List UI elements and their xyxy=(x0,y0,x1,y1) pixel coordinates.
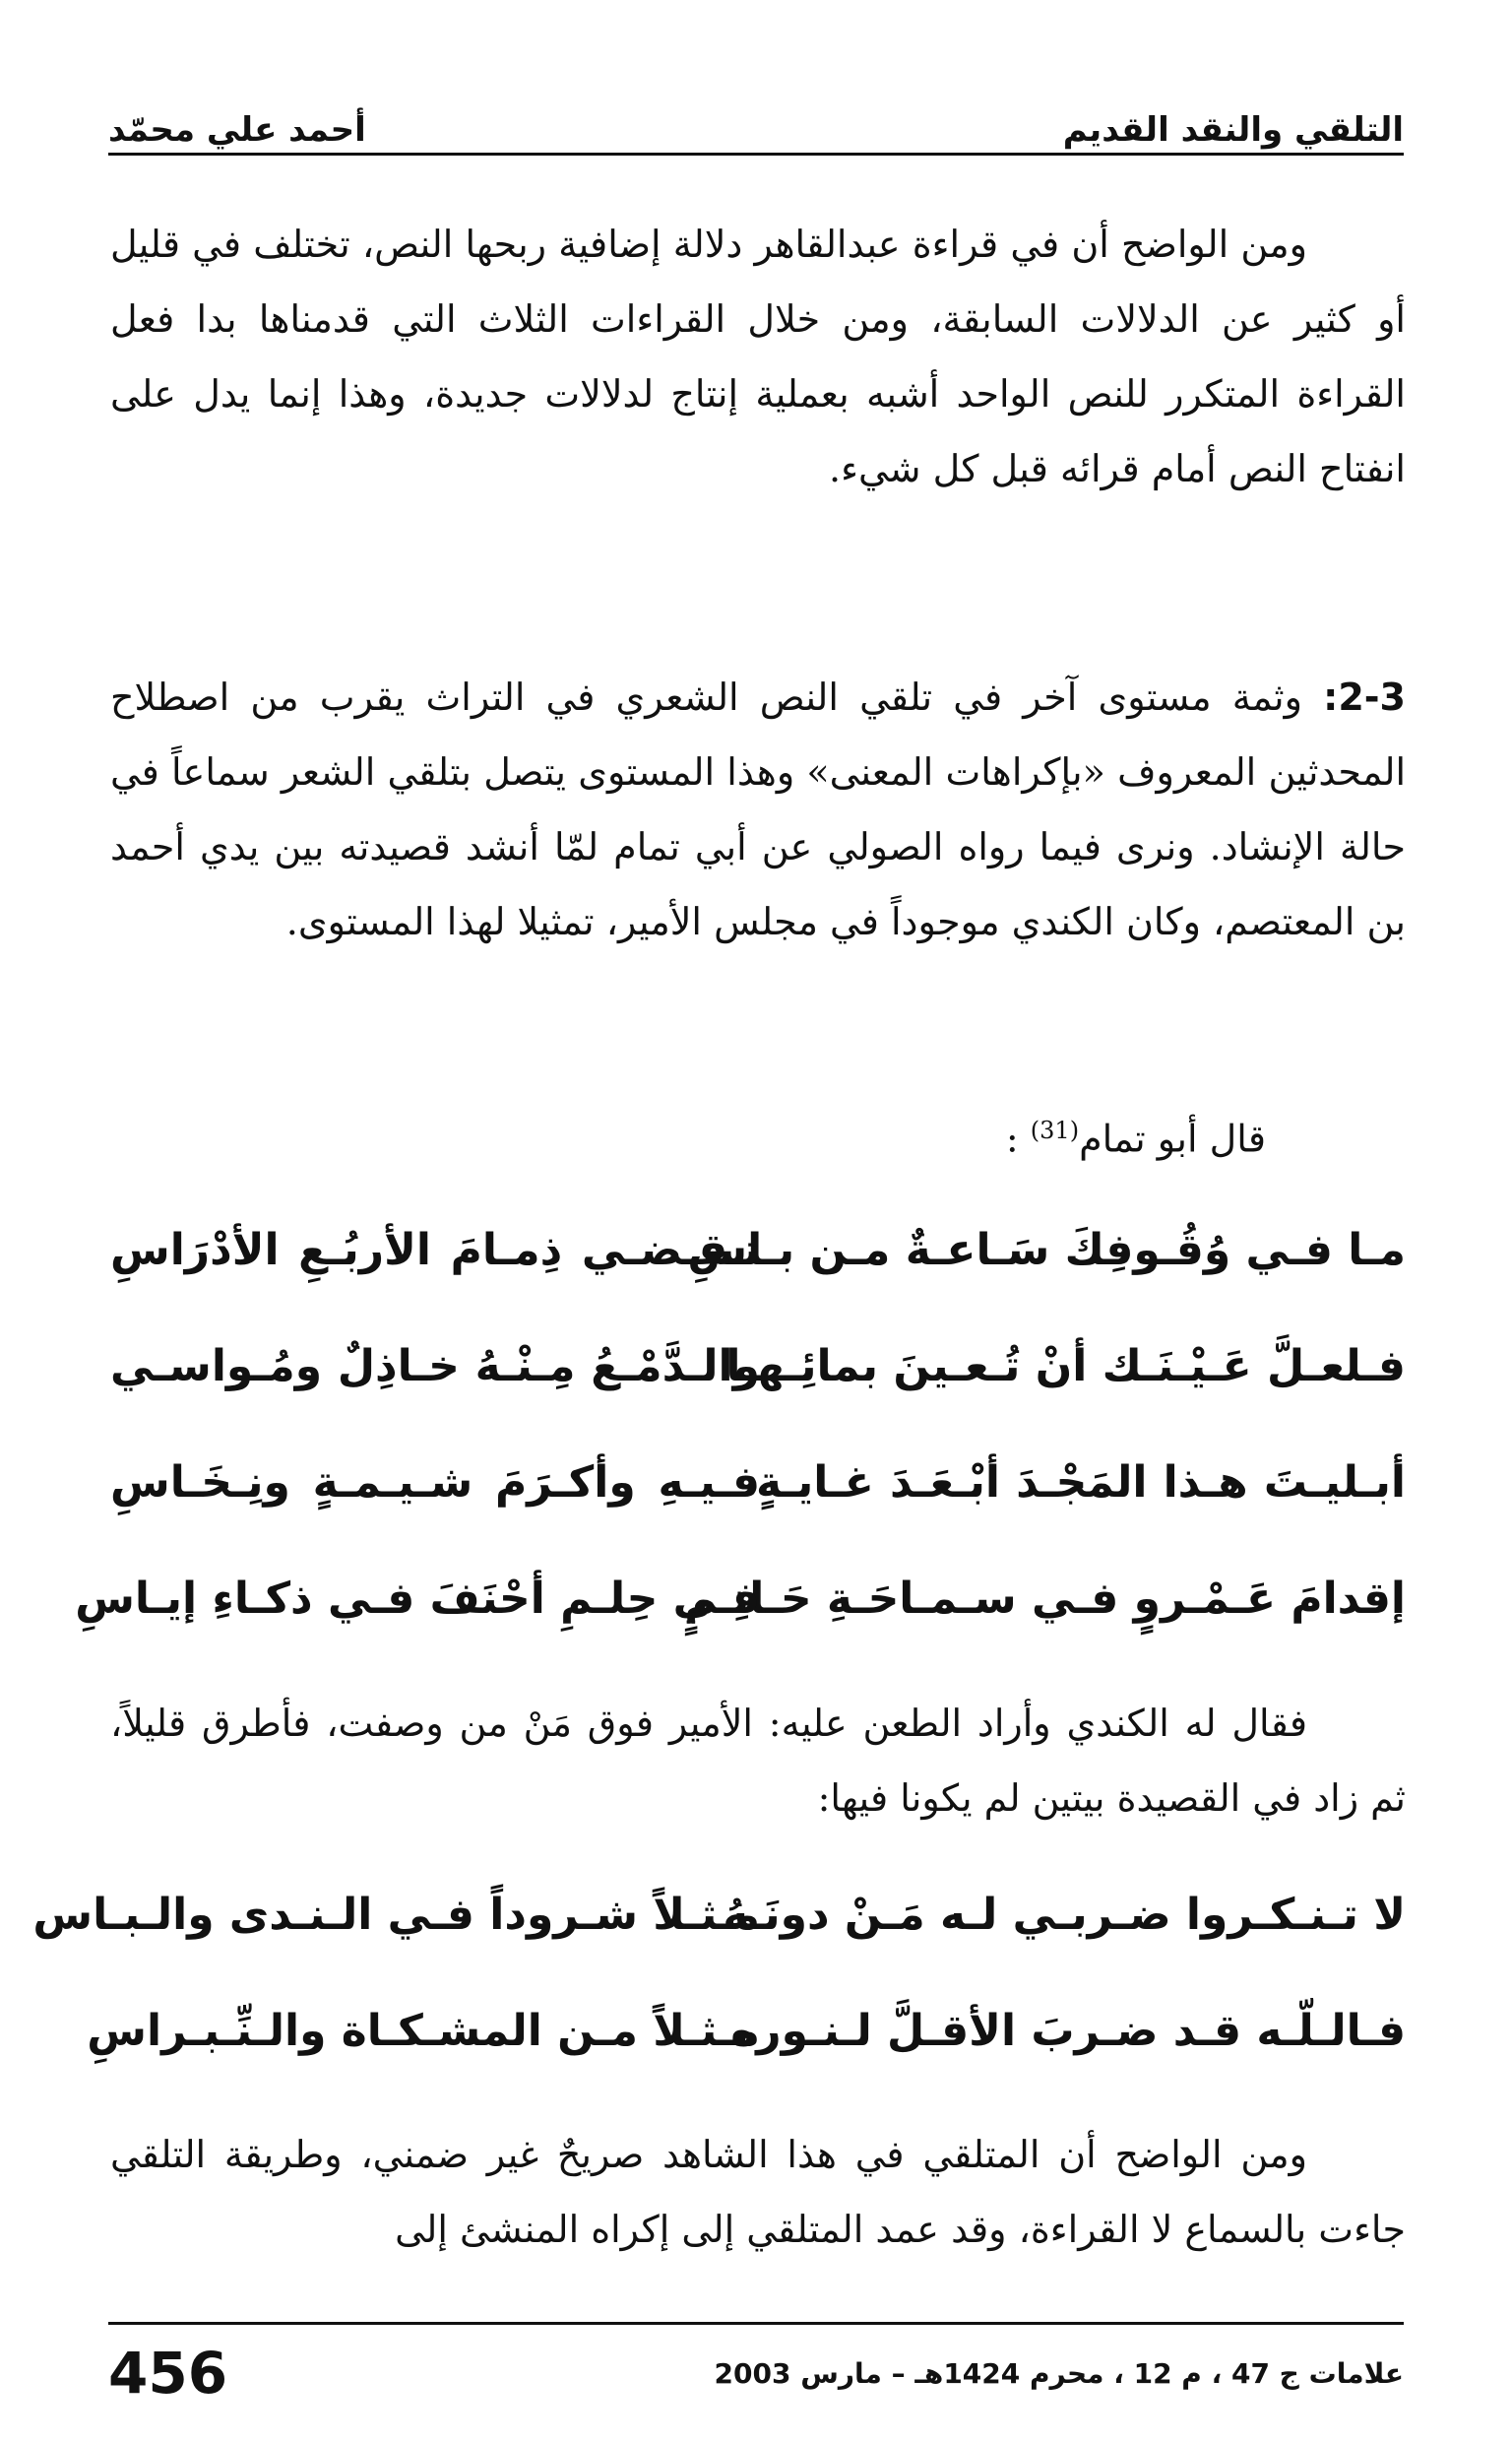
verse-second-hemistich: مـثـلاً مـن المشـكـاة والـنِّـبـراسِ xyxy=(87,2006,760,2056)
verse-first-hemistich: فـالـلّـه قـد ضـربَ الأقـلَّ لـنـوره xyxy=(730,2006,1406,2056)
header-author: أحمد علي محمّد xyxy=(108,110,366,150)
verse xyxy=(75,1555,1406,1643)
poem-intro-colon: : xyxy=(1005,1117,1019,1161)
journal-info: علامات ج 47 ، م 12 ، محرم 1424هـ – مارس 2003 xyxy=(714,2356,1404,2390)
verse-first-hemistich: فـلعـلَّ عَـيْـنَـك أنْ تُـعـينَ بمائِـهـا xyxy=(725,1341,1406,1391)
verse-second-hemistich: والـدَّمْـعُ مِـنْـهُ خـاذِلٌ ومُـواسـي xyxy=(110,1341,760,1391)
verse-first-hemistich: لا تـنـكـروا ضـربـي لـه مَـنْ دونَـهُ xyxy=(723,1890,1406,1940)
page-number: 456 xyxy=(108,2340,228,2407)
verse xyxy=(87,1987,1406,2076)
paragraph-1 xyxy=(110,207,1406,506)
poem-intro xyxy=(1006,1101,1266,1169)
verse-first-hemistich: إقدامَ عَـمْـروٍ فـي سـمـاحَـةِ حَـاتِـمٍ xyxy=(684,1574,1406,1624)
header-title: التلقي والنقد القديم xyxy=(1062,110,1404,150)
header-rule xyxy=(108,153,1404,156)
verse-first-hemistich: أبـليـتَ هـذا المَجْـدَ أبْـعَـدَ غـايـةٍ xyxy=(756,1457,1406,1508)
footnote-reference: (31) xyxy=(1030,1117,1080,1144)
paragraph-3-text: فقال له الكندي وأراد الطعن عليه: الأمير فوق مَنْ من وصفت، فأطرق قليلاً، ثم زاد في القصيدة بيتين لم يكونا فيها: xyxy=(110,1702,1406,1820)
paragraph-4-text: ومن الواضح أن المتلقي في هذا الشاهد صريحٌ غير ضمني، وطريقة التلقي جاءت بالسماع لا القراءة، وقد عمد المتلقي إلى إكراه المنشئ إلى xyxy=(110,2133,1406,2251)
paragraph-4 xyxy=(110,2117,1406,2267)
verse-second-hemistich: مـثـلاً شـروداً فـي الـنـدى والـبـاس xyxy=(32,1890,760,1940)
section-number: 2-3: xyxy=(1323,675,1406,719)
running-header xyxy=(108,81,1404,150)
verse xyxy=(32,1871,1406,1960)
verse xyxy=(110,1439,1406,1527)
verse-first-hemistich: مـا فـي وُقُـوفِكَ سَـاعـةٌ مـن بـاسِ xyxy=(687,1225,1406,1275)
verse-second-hemistich: فـي حِلـمِ أحْنَفَ فـي ذكـاءِ إيـاسِ xyxy=(75,1574,760,1624)
paragraph-1-text: ومن الواضح أن في قراءة عبدالقاهر دلالة إضافية ربحها النص، تختلف في قليل أو كثير عن الدلالات السابقة، ومن خلال القراءات الثلاث التي قدمناها بدا فعل القراءة المتكرر للنص الواحد أشبه بعملية إنتاج لدلالات جديدة، وهذا إنما يدل على انفتاح النص أمام قرائه قبل كل شيء. xyxy=(110,223,1406,490)
footer-rule xyxy=(108,2322,1404,2325)
poem-intro-text: قال أبو تمام xyxy=(1079,1117,1266,1161)
verse-second-hemistich: فـيـهِ وأكـرَمَ شـيـمـةٍ ونِـخَـاسِ xyxy=(110,1457,760,1508)
paragraph-2-text: وثمة مستوى آخر في تلقي النص الشعري في التراث يقرب من اصطلاح المحدثين المعروف «بإكراهات المعنى» وهذا المستوى يتصل بتلقي الشعر سماعاً في حالة الإنشاد. ونرى فيما رواه الصولي عن أبي تمام لمّا أنشد قصيدته بين يدي أحمد بن المعتصم، وكان الكندي موجوداً في مجلس الأمير، تمثيلا لهذا المستوى. xyxy=(110,675,1406,943)
paragraph-3 xyxy=(110,1686,1406,1835)
verse xyxy=(110,1322,1406,1411)
verse xyxy=(110,1206,1406,1295)
paragraph-2 xyxy=(110,660,1406,959)
page-footer xyxy=(108,2334,1404,2412)
verse-second-hemistich: تـقـضـي ذِمـامَ الأربُـعِ الأدْرَاسِ xyxy=(110,1225,760,1275)
